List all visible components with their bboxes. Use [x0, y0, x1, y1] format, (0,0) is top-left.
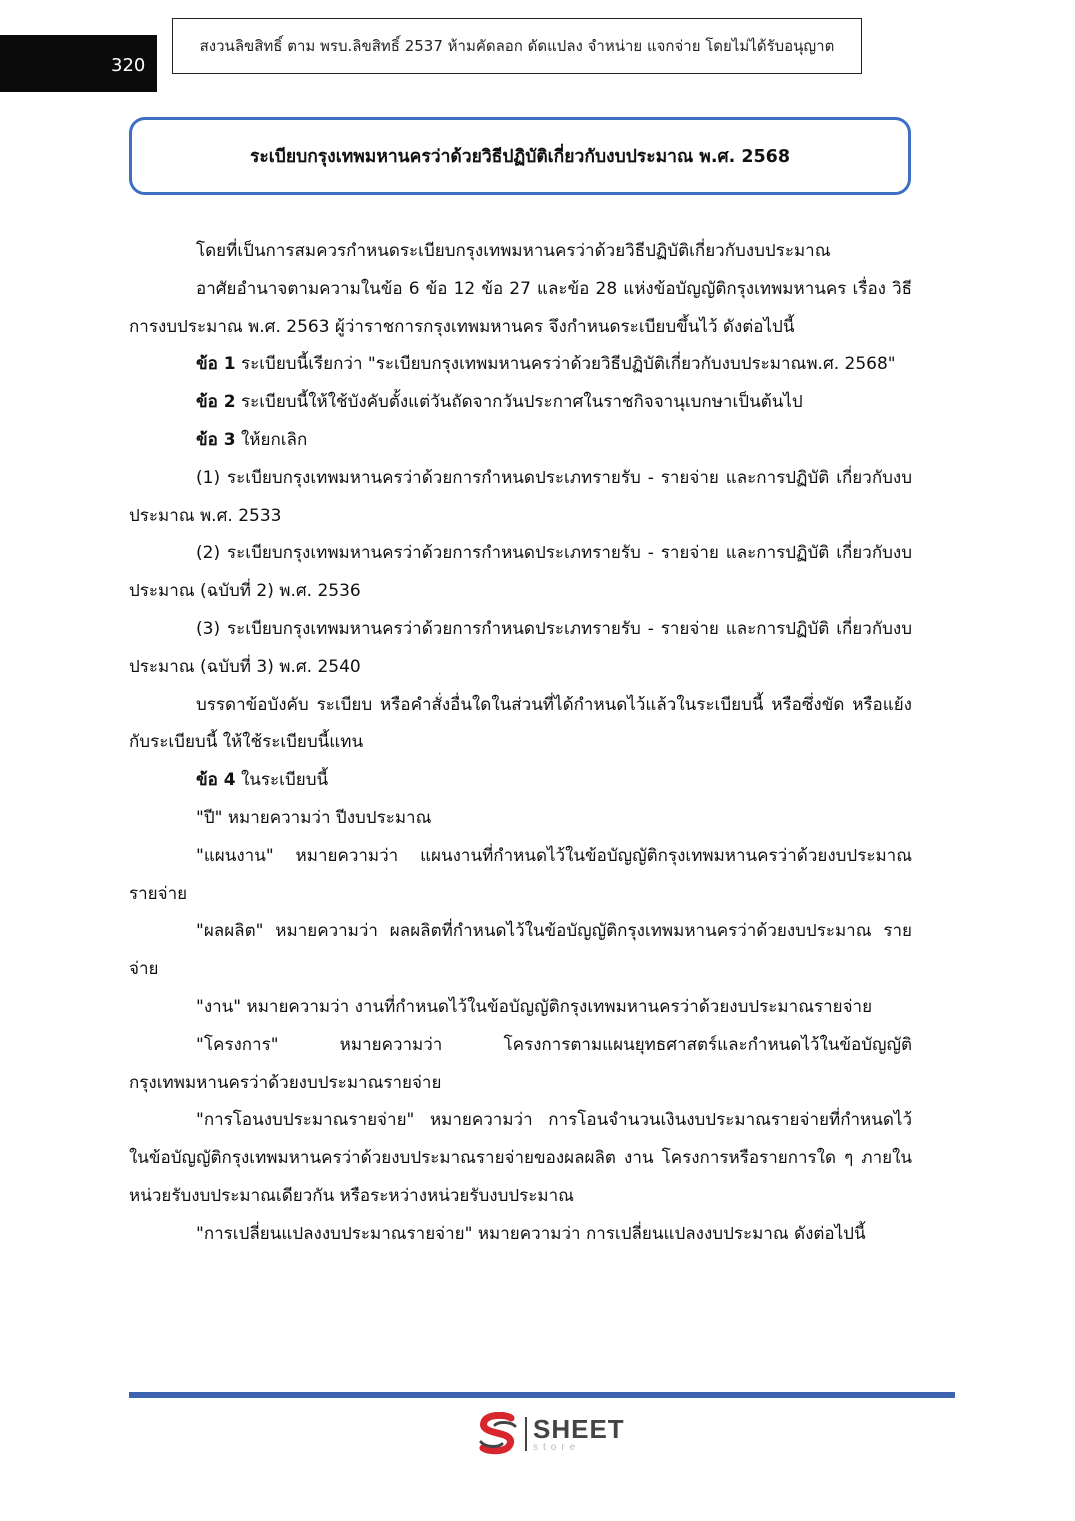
- copyright-notice: สงวนลิขสิทธิ์ ตาม พรบ.ลิขสิทธิ์ 2537 ห้ามคัดลอก ดัดแปลง จำหน่าย แจกจ่าย โดยไม่ได้รับอนุญาต: [199, 37, 835, 55]
- logo-subword: store: [533, 1441, 581, 1453]
- logo-separator: [525, 1417, 527, 1451]
- definition: "การเปลี่ยนแปลงงบประมาณรายจ่าย" หมายความว่า การเปลี่ยนแปลงงบประมาณ ดังต่อไปนี้: [196, 1223, 866, 1244]
- logo-text: [533, 1413, 625, 1453]
- sheet-store-logo-icon: [475, 1412, 521, 1456]
- repealed-item-1: (1) ระเบียบกรุงเทพมหานครว่าด้วยการกำหนดประเภทรายรับ - รายจ่าย และการปฏิบัติ เกี่ยวกับงบประมาณ พ.ศ. 2533: [129, 467, 912, 526]
- definition: "ผลผลิต" หมายความว่า ผลผลิตที่กำหนดไว้ในข้อบัญญัติกรุงเทพมหานครว่าด้วยงบประมาณ รายจ่าย: [129, 921, 912, 980]
- clause-1: ข้อ 1 ระเบียบนี้เรียกว่า "ระเบียบกรุงเทพมหานครว่าด้วยวิธีปฏิบัติเกี่ยวกับงบประมาณพ.ศ. 2568": [196, 354, 896, 375]
- paragraph: โดยที่เป็นการสมควรกำหนดระเบียบกรุงเทพมหานครว่าด้วยวิธีปฏิบัติเกี่ยวกับงบประมาณ: [196, 241, 831, 261]
- document-body: [129, 233, 912, 1254]
- definition: "การโอนงบประมาณรายจ่าย" หมายความว่า การโอนจำนวนเงินงบประมาณรายจ่ายที่กำหนดไว้ ในข้อบัญญัติกรุงเทพมหานครว่าด้วยงบประมาณรายจ่ายของผลผลิต งาน โครงการหรือรายการใด ๆ ภายในหน่วยรับงบประมาณเดียวกัน หรือระหว่างหน่วยรับงบประมาณ: [129, 1110, 912, 1206]
- page-number-box: [0, 35, 157, 92]
- document-title-box: [129, 117, 911, 195]
- definition: "โครงการ" หมายความว่า โครงการตามแผนยุทธศาสตร์และกำหนดไว้ในข้อบัญญัติ กรุงเทพมหานครว่าด้วยงบประมาณรายจ่าย: [129, 1034, 912, 1093]
- definition: "ปี" หมายความว่า ปีงบประมาณ: [196, 807, 432, 828]
- logo-word: SHEET: [533, 1413, 625, 1444]
- definition: "แผนงาน" หมายความว่า แผนงานที่กำหนดไว้ในข้อบัญญัติกรุงเทพมหานครว่าด้วยงบประมาณ รายจ่าย: [129, 845, 912, 904]
- paragraph: อาศัยอำนาจตามความในข้อ 6 ข้อ 12 ข้อ 27 และข้อ 28 แห่งข้อบัญญัติกรุงเทพมหานคร เรื่อง วิธีการงบประมาณ พ.ศ. 2563 ผู้ว่าราชการกรุงเทพมหานคร จึงกำหนดระเบียบขึ้นไว้ ดังต่อไปนี้: [129, 278, 912, 337]
- footer-rule: [129, 1392, 955, 1398]
- page-number: 320: [111, 55, 146, 76]
- document-title: ระเบียบกรุงเทพมหานครว่าด้วยวิธีปฏิบัติเกี่ยวกับงบประมาณ พ.ศ. 2568: [249, 147, 791, 167]
- definition: "งาน" หมายความว่า งานที่กำหนดไว้ในข้อบัญญัติกรุงเทพมหานครว่าด้วยงบประมาณรายจ่าย: [196, 996, 873, 1017]
- clause-4: ข้อ 4 ในระเบียบนี้: [196, 770, 329, 791]
- repealed-item-2: (2) ระเบียบกรุงเทพมหานครว่าด้วยการกำหนดประเภทรายรับ - รายจ่าย และการปฏิบัติ เกี่ยวกับงบประมาณ (ฉบับที่ 2) พ.ศ. 2536: [129, 543, 912, 602]
- clause-3: ข้อ 3 ให้ยกเลิก: [196, 429, 308, 450]
- paragraph: บรรดาข้อบังคับ ระเบียบ หรือคำสั่งอื่นใดในส่วนที่ได้กำหนดไว้แล้วในระเบียบนี้ หรือซึ่งขัด หรือแย้งกับระเบียบนี้ ให้ใช้ระเบียบนี้แทน: [129, 694, 912, 753]
- repealed-item-3: (3) ระเบียบกรุงเทพมหานครว่าด้วยการกำหนดประเภทรายรับ - รายจ่าย และการปฏิบัติ เกี่ยวกับงบประมาณ (ฉบับที่ 3) พ.ศ. 2540: [129, 618, 912, 677]
- copyright-banner: [172, 18, 862, 74]
- sheet-store-logo: [475, 1412, 625, 1456]
- clause-2: ข้อ 2 ระเบียบนี้ให้ใช้บังคับตั้งแต่วันถัดจากวันประกาศในราชกิจจานุเบกษาเป็นต้นไป: [196, 392, 803, 413]
